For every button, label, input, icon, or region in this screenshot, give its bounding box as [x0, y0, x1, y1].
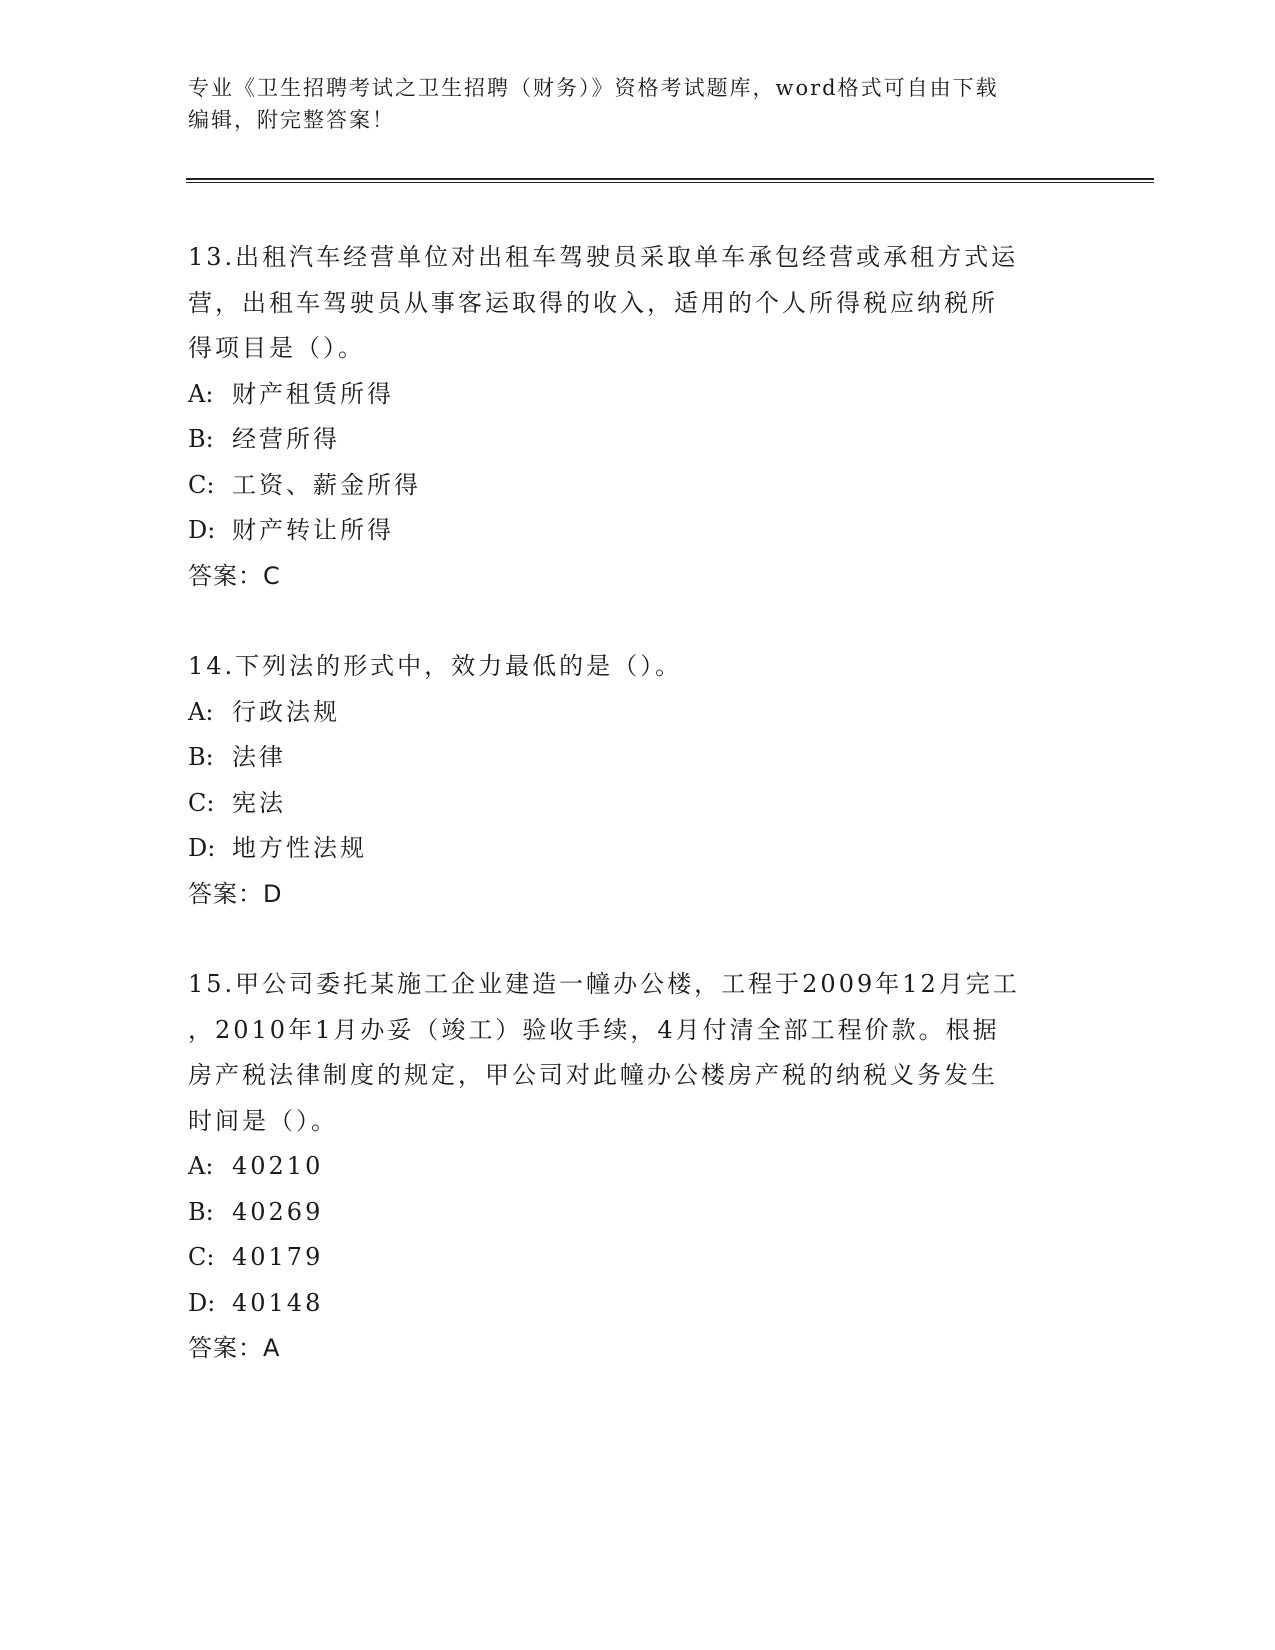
option-d: [188, 826, 1088, 872]
option-text: 40269: [232, 1197, 324, 1226]
option-c: [188, 1235, 1088, 1281]
option-b: [188, 417, 1088, 463]
question-text-line: ，2010年1月办妥（竣工）验收手续，4月付清全部工程价款。根据: [188, 1015, 1000, 1044]
option-text: 40179: [232, 1243, 324, 1271]
option-b: [188, 1190, 1088, 1236]
option-text: 40148: [232, 1288, 324, 1317]
option-letter: C:: [188, 470, 215, 499]
option-text: 地方性法规: [232, 834, 367, 862]
option-letter: B:: [188, 425, 214, 453]
answer-line: 答案：A: [188, 1334, 281, 1362]
option-text: 40210: [232, 1152, 324, 1180]
option-text: 法律: [232, 743, 286, 771]
option-letter: B:: [188, 1197, 214, 1226]
answer-line: 答案：D: [188, 879, 283, 908]
question-text-line: 时间是（）。: [188, 1106, 338, 1135]
question-text-line: 得项目是（）。: [188, 334, 365, 362]
option-letter: A:: [188, 1152, 214, 1180]
question-text-line: 13.出租汽车经营单位对出租车驾驶员采取单车承包经营或承租方式运: [188, 243, 1019, 271]
option-letter: A:: [188, 697, 214, 726]
option-c: [188, 781, 1088, 827]
option-letter: D:: [188, 834, 216, 862]
option-letter: B:: [188, 743, 214, 771]
option-text: 工资、薪金所得: [232, 470, 421, 499]
option-text: 宪法: [232, 788, 286, 817]
option-d: [188, 508, 1088, 554]
question-14: [188, 644, 1088, 917]
option-d: [188, 1281, 1088, 1327]
document-header: [188, 72, 1088, 136]
question-13: [188, 235, 1088, 599]
answer-line: 答案：C: [188, 561, 281, 590]
option-letter: A:: [188, 379, 214, 408]
question-text-line: 15.甲公司委托某施工企业建造一幢办公楼，工程于2009年12月完工: [188, 970, 1020, 998]
option-b: [188, 735, 1088, 781]
option-c: [188, 463, 1088, 509]
question-text-line: 房产税法律制度的规定，甲公司对此幢办公楼房产税的纳税义务发生: [188, 1061, 998, 1089]
option-text: 财产租赁所得: [232, 379, 394, 408]
option-letter: D:: [188, 516, 216, 544]
option-text: 行政法规: [232, 697, 340, 726]
option-letter: C:: [188, 788, 215, 817]
question-text-line: 14.下列法的形式中，效力最低的是（）。: [188, 652, 683, 680]
header-line-2: 编辑，附完整答案！: [188, 108, 395, 132]
question-text-line: 营，出租车驾驶员从事客运取得的收入，适用的个人所得税应纳税所: [188, 288, 998, 317]
header-divider: [186, 178, 1154, 183]
option-text: 财产转让所得: [232, 516, 394, 544]
option-a: [188, 690, 1088, 736]
option-a: [188, 372, 1088, 418]
option-letter: C:: [188, 1243, 215, 1271]
header-line-1: 专业《卫生招聘考试之卫生招聘（财务）》资格考试题库，word格式可自由下载: [188, 76, 999, 100]
option-a: [188, 1144, 1088, 1190]
question-15: [188, 962, 1088, 1372]
option-letter: D:: [188, 1288, 216, 1317]
option-text: 经营所得: [232, 425, 340, 453]
